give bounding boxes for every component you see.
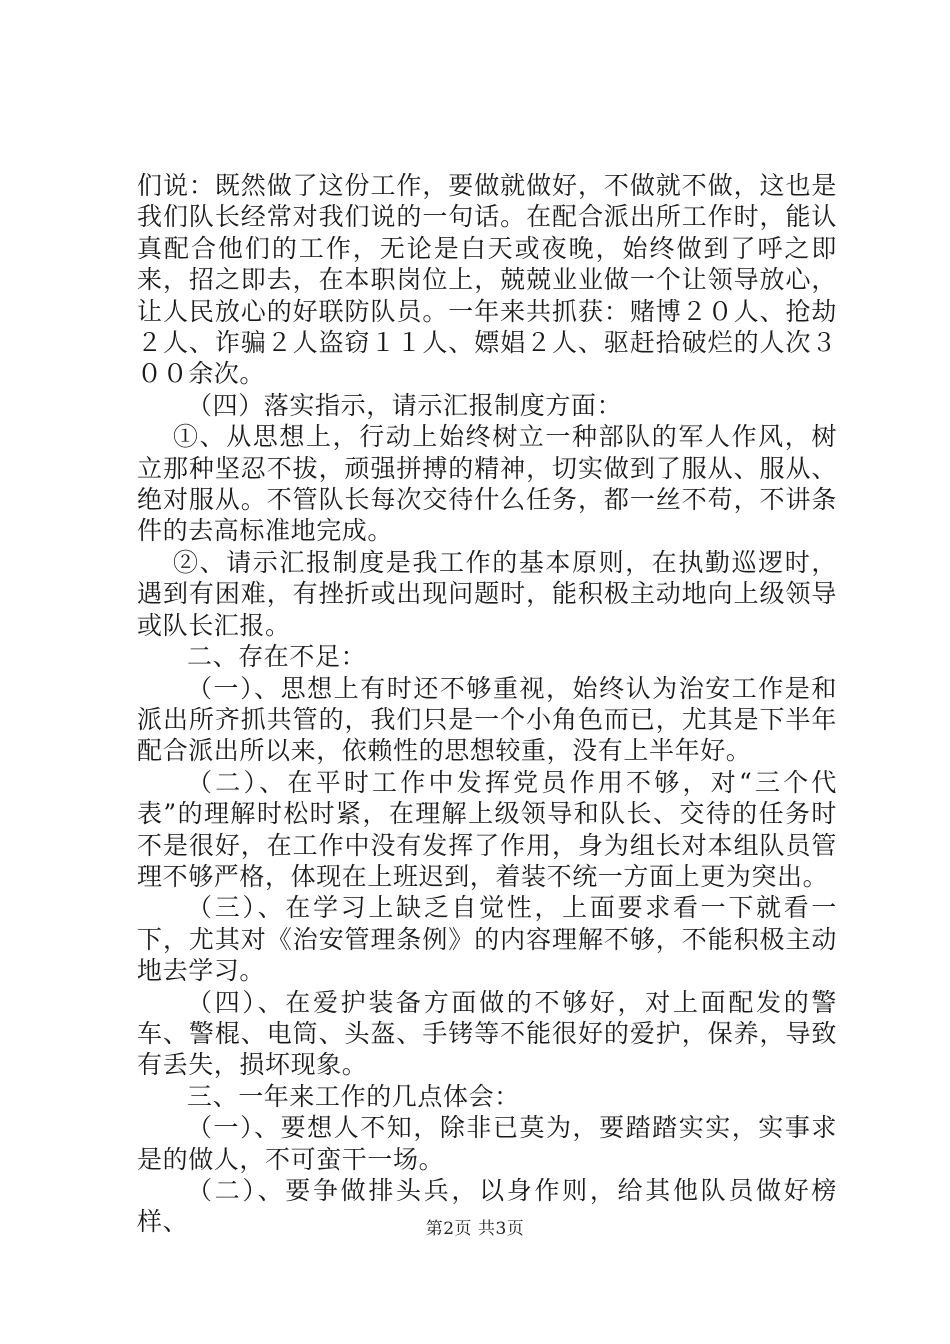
paragraph-experience-2: （二）、要争做排头兵，以身作则，给其他队员做好榜样、: [137, 1176, 837, 1237]
paragraph-continuation: 们说：既然做了这份工作，要做就做好，不做就不做，这也是我们队长经常对我们说的一句话。在配合派出所工作时，能认真配合他们的工作，无论是白天或夜晚，始终做到了呼之即来，招之即去，在本职岗位上，兢兢业业做一个让领导放心，让人民放心的好联防队员。一年来共抓获：赌博２０人、抢劫２人、诈骗２人盗窃１１人、嫖娼２人、驱赶拾破烂的人次３００余次。: [137, 171, 837, 389]
paragraph-item-2: ②、请示汇报制度是我工作的基本原则，在执勤巡逻时，遇到有困难，有挫折或出现问题时，能积极主动地向上级领导或队长汇报。: [137, 547, 837, 640]
paragraph-shortcoming-4: （四）、在爱护装备方面做的不够好，对上面配发的警车、警棍、电筒、头盔、手铐等不能很好的爱护，保养，导致有丢失，损坏现象。: [137, 987, 837, 1080]
paragraph-item-1: ①、从思想上，行动上始终树立一种部队的军人作风，树立那种坚忍不拔，顽强拼搏的精神，切实做到了服从、服从、绝对服从。不管队长每次交待什么任务，都一丝不苟，不讲条件的去高标准地完成。: [137, 422, 837, 546]
document-body: [137, 170, 837, 1238]
paragraph-shortcoming-1: （一）、思想上有时还不够重视，始终认为治安工作是和派出所齐抓共管的，我们只是一个小角色而已，尤其是下半年配合派出所以来，依赖性的思想较重，没有上半年好。: [137, 673, 837, 766]
page-number-footer: 第2页 共3页: [425, 1219, 525, 1239]
paragraph-experience-1: （一）、要想人不知，除非已莫为，要踏踏实实，实事求是的做人，不可蛮干一场。: [137, 1113, 837, 1174]
paragraph-section-4-heading: （四）落实指示，请示汇报制度方面：: [187, 390, 623, 420]
paragraph-shortcoming-2: （二）、在平时工作中发挥党员作用不够，对“三个代表”的理解时松时紧，在理解上级领导和队长、交待的任务时不是很好，在工作中没有发挥了作用，身为组长对本组队员管理不够严格，体现在上班迟到，着装不统一方面上更为突出。: [137, 767, 837, 891]
section-heading-shortcomings: 二、存在不足：: [187, 642, 367, 672]
section-heading-experience: 三、一年来工作的几点体会：: [187, 1081, 520, 1111]
paragraph-shortcoming-3: （三）、在学习上缺乏自觉性，上面要求看一下就看一下，尤其对《治安管理条例》的内容理解不够，不能积极主动地去学习。: [137, 893, 837, 986]
